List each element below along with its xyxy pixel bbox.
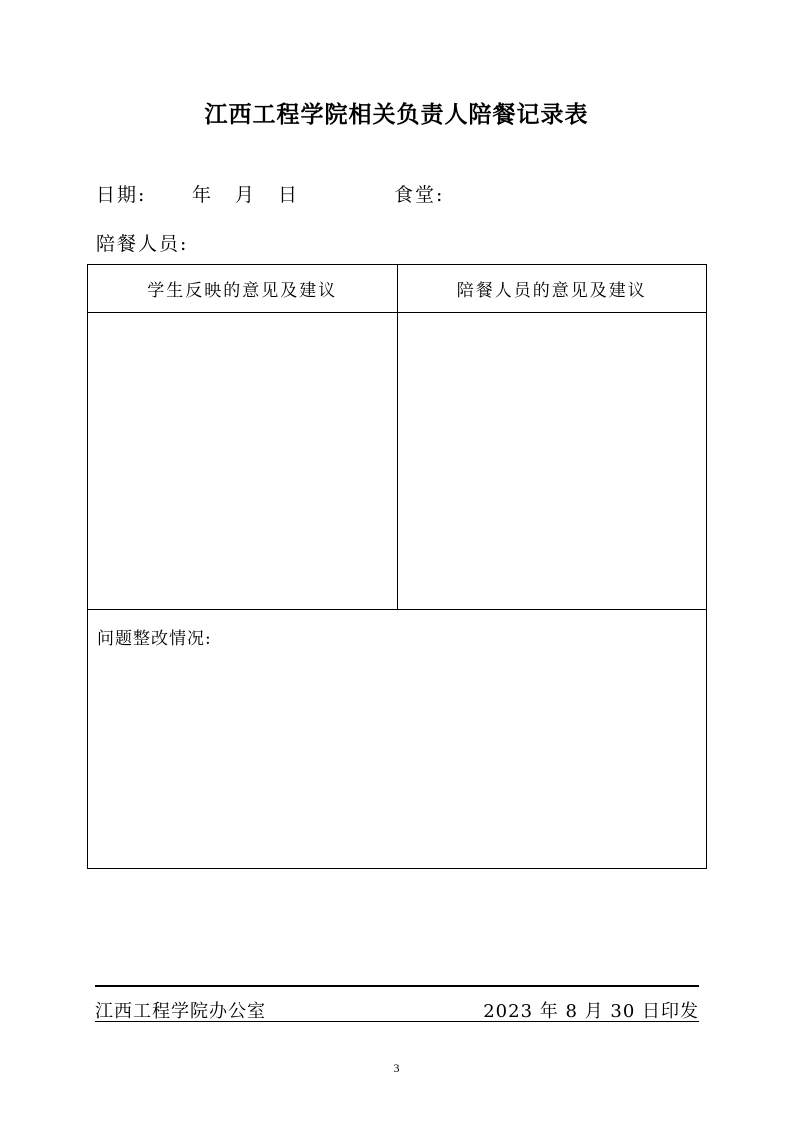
day-label: 日 xyxy=(278,184,300,206)
document-title: 江西工程学院相关负责人陪餐记录表 xyxy=(204,101,589,128)
issue-date: 2023 年 8 月 30 日印发 xyxy=(483,1001,699,1022)
page-number: 3 xyxy=(393,1061,400,1075)
companion-feedback-header: 陪餐人员的意见及建议 xyxy=(397,265,707,313)
feedback-row xyxy=(88,313,707,610)
date-label: 日期: xyxy=(96,184,147,206)
table-header-row xyxy=(88,265,707,313)
canteen-label: 食堂: xyxy=(394,184,445,206)
student-feedback-header: 学生反映的意见及建议 xyxy=(88,265,398,313)
document-footer xyxy=(95,985,699,1022)
companions-label: 陪餐人员: xyxy=(96,233,189,255)
record-table xyxy=(87,264,707,869)
year-label: 年 xyxy=(192,184,214,206)
companion-feedback-cell[interactable] xyxy=(397,313,707,610)
student-feedback-cell[interactable] xyxy=(88,313,398,610)
issue-row xyxy=(88,610,707,869)
month-label: 月 xyxy=(235,184,257,206)
issue-rectification-label: 问题整改情况: xyxy=(97,629,212,649)
issue-rectification-cell[interactable] xyxy=(88,610,707,869)
issuer-name: 江西工程学院办公室 xyxy=(95,1001,266,1022)
